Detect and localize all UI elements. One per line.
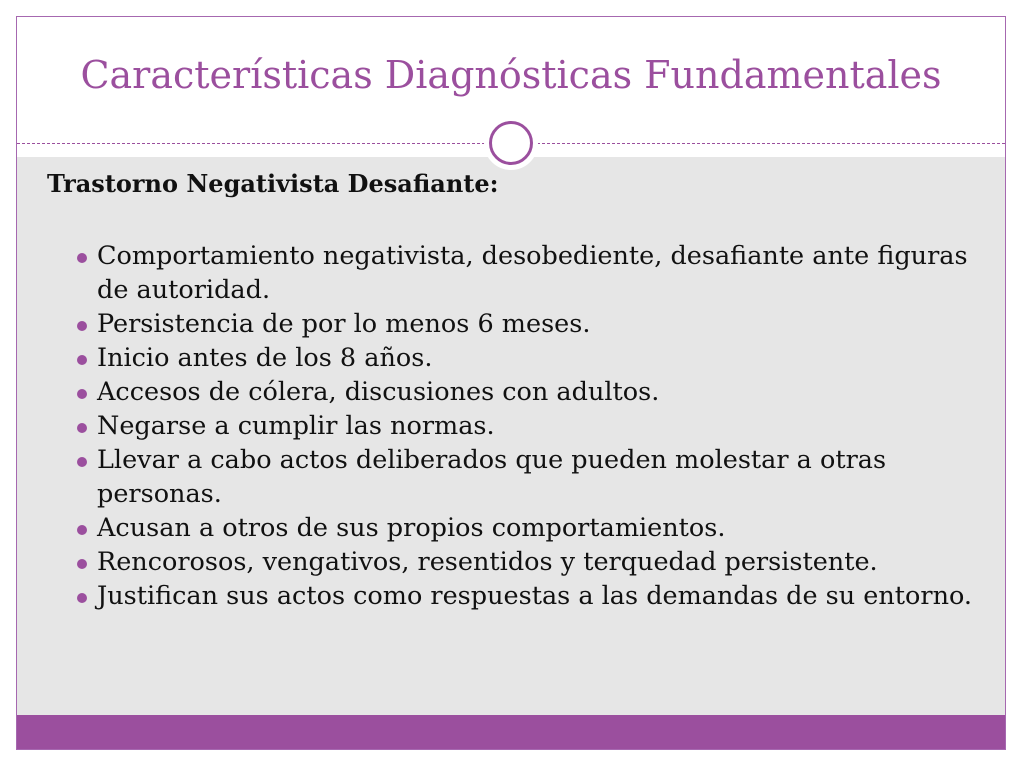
list-item	[77, 341, 987, 375]
list-item-text: Inicio antes de los 8 años.	[97, 343, 433, 373]
slide	[16, 16, 1006, 750]
list-item-text: Justifican sus actos como respuestas a las demandas de su entorno.	[97, 581, 973, 611]
list-item-text: Comportamiento negativista, desobediente, desafiante ante figuras de autoridad.	[97, 241, 968, 305]
list-item	[77, 375, 987, 409]
bullet-dot-icon	[77, 559, 87, 569]
list-item-text: Negarse a cumplir las normas.	[97, 411, 495, 441]
list-item	[77, 511, 987, 545]
list-item	[77, 307, 987, 341]
list-item	[77, 579, 987, 613]
bullet-dot-icon	[77, 423, 87, 433]
list-item	[77, 545, 987, 579]
bullet-dot-icon	[77, 389, 87, 399]
bullet-list	[77, 239, 987, 613]
bullet-dot-icon	[77, 253, 87, 263]
list-item	[77, 409, 987, 443]
list-item	[77, 239, 987, 307]
list-item-text: Rencorosos, vengativos, resentidos y terquedad persistente.	[97, 547, 878, 577]
slide-title: Características Diagnósticas Fundamentales	[80, 53, 942, 97]
footer-bar	[17, 715, 1005, 750]
bullet-dot-icon	[77, 593, 87, 603]
list-item-text: Acusan a otros de sus propios comportamientos.	[97, 513, 726, 543]
bullet-dot-icon	[77, 525, 87, 535]
circle-ring-icon	[489, 121, 533, 165]
bullet-dot-icon	[77, 355, 87, 365]
bullet-dot-icon	[77, 321, 87, 331]
list-item-text: Accesos de cólera, discusiones con adultos.	[97, 377, 660, 407]
bullet-dot-icon	[77, 457, 87, 467]
list-item-text: Persistencia de por lo menos 6 meses.	[97, 309, 591, 339]
list-item	[77, 443, 987, 511]
list-item-text: Llevar a cabo actos deliberados que pueden molestar a otras personas.	[97, 445, 887, 509]
section-subtitle: Trastorno Negativista Desafiante:	[47, 169, 499, 198]
